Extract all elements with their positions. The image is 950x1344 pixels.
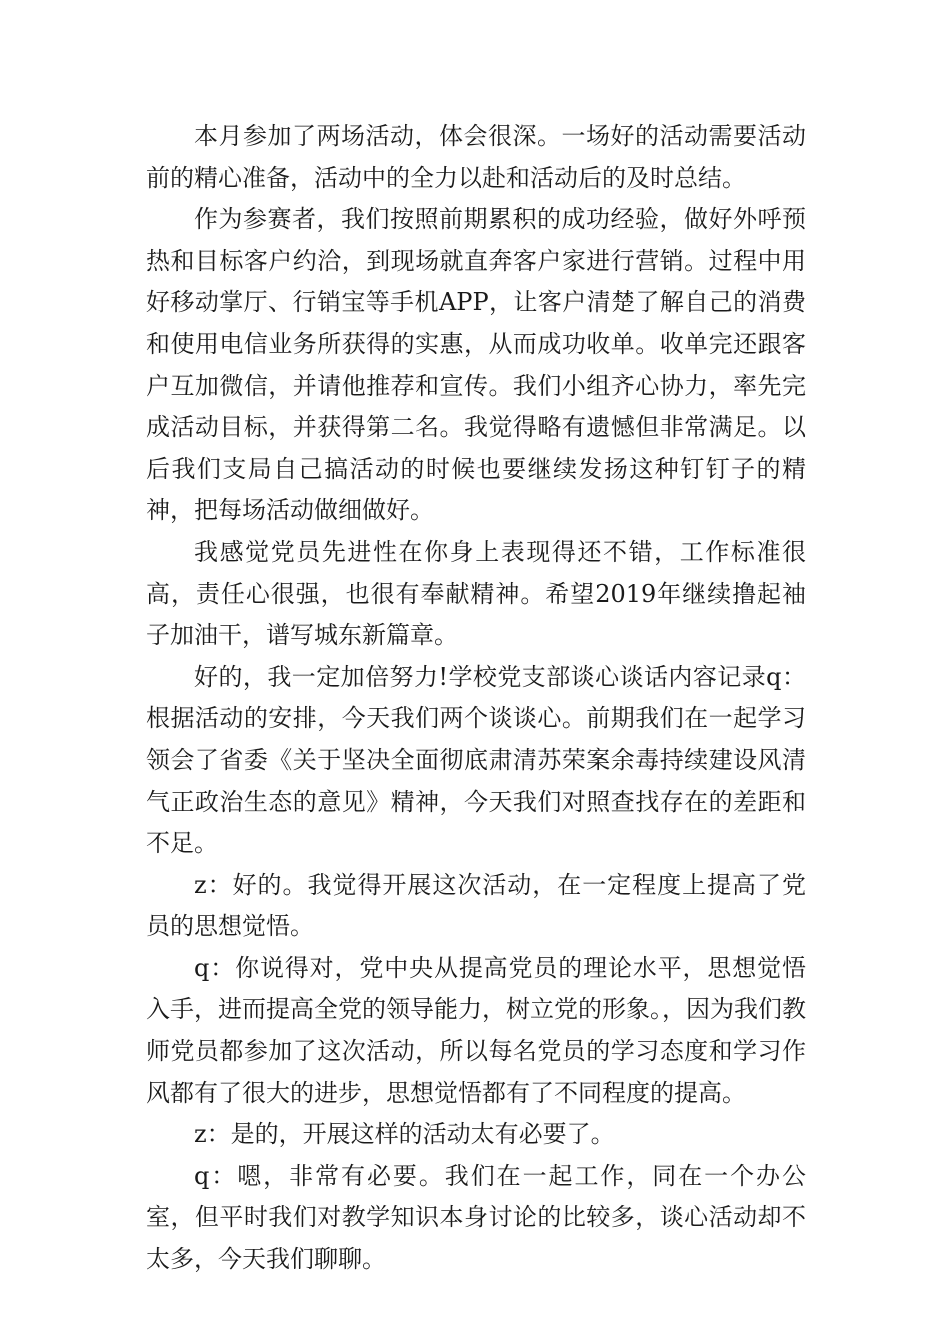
document-body — [146, 116, 806, 1281]
paragraph: z：好的。我觉得开展这次活动，在一定程度上提高了党员的思想觉悟。 — [146, 870, 806, 941]
paragraph: q：你说得对，党中央从提高党员的理论水平，思想觉悟入手，进而提高全党的领导能力，树立党的形象。，因为我们教师党员都参加了这次活动，所以每名党员的学习态度和学习作风都有了很大的进步，思想觉悟都有了不同程度的提高。 — [146, 953, 806, 1107]
paragraph: q：嗯，非常有必要。我们在一起工作，同在一个办公室，但平时我们对教学知识本身讨论的比较多，谈心活动却不太多，今天我们聊聊。 — [146, 1161, 806, 1274]
paragraph: z：是的，开展这样的活动太有必要了。 — [194, 1120, 615, 1149]
paragraph: 本月参加了两场活动，体会很深。一场好的活动需要活动前的精心准备，活动中的全力以赴和活动后的及时总结。 — [146, 122, 806, 192]
paragraph: 作为参赛者，我们按照前期累积的成功经验，做好外呼预热和目标客户约洽，到现场就直奔客户家进行营销。过程中用好移动掌厅、行销宝等手机APP，让客户清楚了解自己的消费和使用电信业务所获得的实惠，从而成功收单。收单完还跟客户互加微信，并请他推荐和宣传。我们小组齐心协力，率先完成活动目标，并获得第二名。我觉得略有遗憾但非常满足。以后我们支局自己搞活动的时候也要继续发扬这种钉钉子的精神，把每场活动做细做好。 — [146, 205, 806, 525]
paragraph: 我感觉党员先进性在你身上表现得还不错，工作标准很高，责任心很强，也很有奉献精神。希望2019年继续撸起袖子加油干，谱写城东新篇章。 — [146, 537, 806, 650]
paragraph: 好的，我一定加倍努力!学校党支部谈心谈话内容记录q：根据活动的安排，今天我们两个谈谈心。前期我们在一起学习领会了省委《关于坚决全面彻底肃清苏荣案余毒持续建设风清气正政治生态的意见》精神，今天我们对照查找存在的差距和不足。 — [146, 662, 806, 858]
